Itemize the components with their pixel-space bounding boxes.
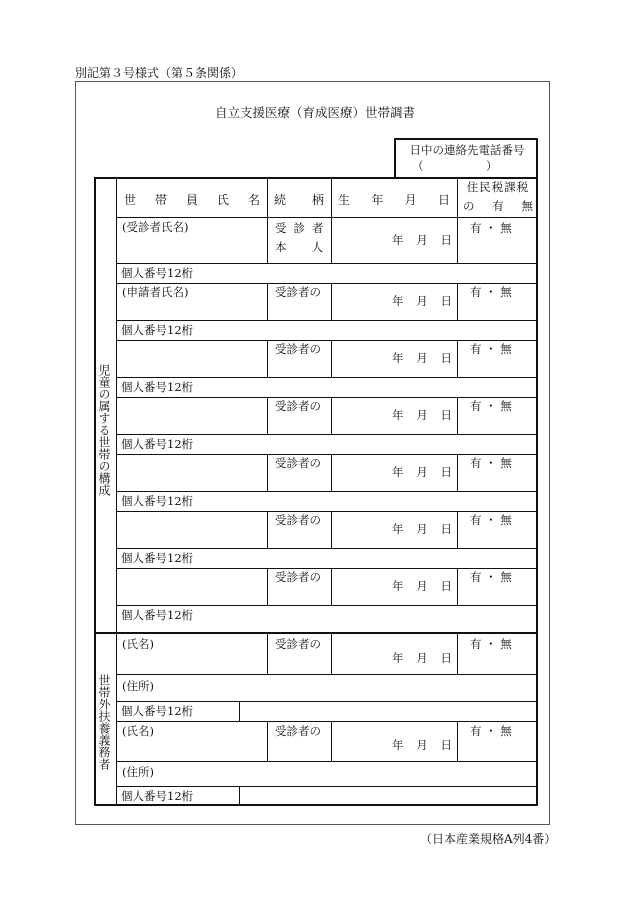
- col-line-3i: [331, 721, 332, 761]
- row1-my-number-label: 個人番号12桁: [121, 323, 194, 337]
- row3-relation: 受診者の: [275, 399, 321, 413]
- row-line: [116, 786, 538, 787]
- row1-name[interactable]: (申請者氏名): [122, 285, 189, 299]
- col-line-2c: [267, 340, 268, 377]
- section-outside-label: 世帯外扶養義務者: [97, 674, 111, 770]
- col-line-2b: [267, 283, 268, 320]
- mynum-split-2: [239, 786, 240, 806]
- row1-tax-choice[interactable]: 有 ・ 無: [470, 285, 512, 299]
- row6-relation: 受診者の: [275, 570, 321, 584]
- col-line-2g: [267, 568, 268, 605]
- col-line-4e: [457, 454, 458, 491]
- phone-label: 日中の連絡先電話番号: [409, 143, 525, 157]
- header-name: 世 帯 員 氏 名: [124, 193, 260, 207]
- outside0-relation: 受診者の: [275, 637, 321, 651]
- header-bottom-line: [116, 217, 538, 218]
- header-birthdate: 生 年 月 日: [338, 193, 450, 207]
- row2-tax-choice[interactable]: 有 ・ 無: [470, 342, 512, 356]
- row0-tax-choice[interactable]: 有 ・ 無: [470, 221, 512, 235]
- row4-my-number-label: 個人番号12桁: [121, 494, 194, 508]
- row6-birthdate[interactable]: 年 月 日: [392, 579, 452, 593]
- row4-birthdate[interactable]: 年 月 日: [392, 465, 452, 479]
- col-line-4i: [457, 721, 458, 761]
- row5-tax-choice[interactable]: 有 ・ 無: [470, 513, 512, 527]
- col-line-2e: [267, 454, 268, 491]
- row4-relation: 受診者の: [275, 456, 321, 470]
- phone-field[interactable]: [436, 160, 482, 174]
- col-line-4a: [457, 177, 458, 264]
- phone-paren-close: ）: [486, 159, 498, 173]
- outside1-address[interactable]: (住所): [122, 765, 154, 779]
- row-line: [116, 491, 538, 492]
- col-line-4b: [457, 283, 458, 320]
- row-line: [116, 761, 538, 762]
- row5-relation: 受診者の: [275, 513, 321, 527]
- row5-my-number-label: 個人番号12桁: [121, 551, 194, 565]
- form-title: 自立支援医療（育成医療）世帯調書: [214, 105, 415, 120]
- outside1-tax-choice[interactable]: 有 ・ 無: [470, 724, 512, 738]
- row3-my-number-label: 個人番号12桁: [121, 437, 194, 451]
- outside1-relation: 受診者の: [275, 724, 321, 738]
- outside1-birthdate[interactable]: 年 月 日: [392, 738, 452, 752]
- col-line-2h: [267, 634, 268, 674]
- row6-tax-choice[interactable]: 有 ・ 無: [470, 570, 512, 584]
- row2-my-number-label: 個人番号12桁: [121, 380, 194, 394]
- row-line: [116, 340, 538, 341]
- outside0-tax-choice[interactable]: 有 ・ 無: [470, 637, 512, 651]
- row4-tax-choice[interactable]: 有 ・ 無: [470, 456, 512, 470]
- row-line: [116, 674, 538, 675]
- outside0-my-number-label: 個人番号12桁: [121, 704, 194, 718]
- row-line: [116, 397, 538, 398]
- col-line-4g: [457, 568, 458, 605]
- col-line-3f: [331, 511, 332, 548]
- mynum-split-1: [239, 701, 240, 721]
- row-line: [116, 377, 538, 378]
- row-line: [116, 548, 538, 549]
- col-line-2d: [267, 397, 268, 434]
- footer-standard: （日本産業規格A列4番）: [420, 832, 557, 846]
- row2-relation: 受診者の: [275, 342, 321, 356]
- col-line-3g: [331, 568, 332, 605]
- row6-my-number-label: 個人番号12桁: [121, 608, 194, 622]
- header-tax-top: 住民税課税: [466, 180, 530, 194]
- form-reference: 別記第３号様式（第５条関係）: [75, 66, 244, 80]
- header-tax-bottom: の 有 無: [463, 199, 533, 213]
- col-line-3e: [331, 454, 332, 491]
- outside0-name[interactable]: (氏名): [122, 637, 154, 651]
- row-line: [116, 320, 538, 321]
- col-line-3b: [331, 283, 332, 320]
- row-line: [116, 434, 538, 435]
- col-line-3c: [331, 340, 332, 377]
- row3-tax-choice[interactable]: 有 ・ 無: [470, 399, 512, 413]
- col-line-3h: [331, 634, 332, 674]
- row0-name[interactable]: (受診者氏名): [122, 220, 189, 234]
- col-line-4c: [457, 340, 458, 377]
- header-relation: 続 柄: [274, 193, 324, 207]
- row0-relation-line1: 受診者: [275, 221, 331, 235]
- row1-birthdate[interactable]: 年 月 日: [392, 294, 452, 308]
- col-line-4d: [457, 397, 458, 434]
- col-line-2a: [267, 177, 268, 264]
- outside0-birthdate[interactable]: 年 月 日: [392, 651, 452, 665]
- col-line-3d: [331, 397, 332, 434]
- row0-my-number-label: 個人番号12桁: [121, 266, 194, 280]
- col-line-4f: [457, 511, 458, 548]
- col-line-2f: [267, 511, 268, 548]
- row1-relation: 受診者の: [275, 285, 321, 299]
- row-line: [116, 568, 538, 569]
- row-line: [116, 454, 538, 455]
- row2-birthdate[interactable]: 年 月 日: [392, 351, 452, 365]
- row5-birthdate[interactable]: 年 月 日: [392, 522, 452, 536]
- outside1-name[interactable]: (氏名): [122, 724, 154, 738]
- row0-relation-line2: 本 人: [275, 240, 323, 254]
- col-line-2i: [267, 721, 268, 761]
- phone-paren-open: （: [412, 159, 424, 173]
- outside1-my-number-label: 個人番号12桁: [121, 789, 194, 803]
- row-line: [116, 283, 538, 284]
- row3-birthdate[interactable]: 年 月 日: [392, 408, 452, 422]
- row0-birthdate[interactable]: 年 月 日: [392, 233, 452, 247]
- col-line-4h: [457, 634, 458, 674]
- section-divider: [94, 632, 538, 634]
- row-line: [116, 605, 538, 606]
- row-line: [116, 263, 538, 264]
- section-household-label: 児童の属する世帯の構成: [97, 364, 111, 496]
- col-line-3a: [331, 177, 332, 264]
- row-line: [116, 511, 538, 512]
- outside0-address[interactable]: (住所): [122, 679, 154, 693]
- row-line: [116, 721, 538, 722]
- row-line: [116, 701, 538, 702]
